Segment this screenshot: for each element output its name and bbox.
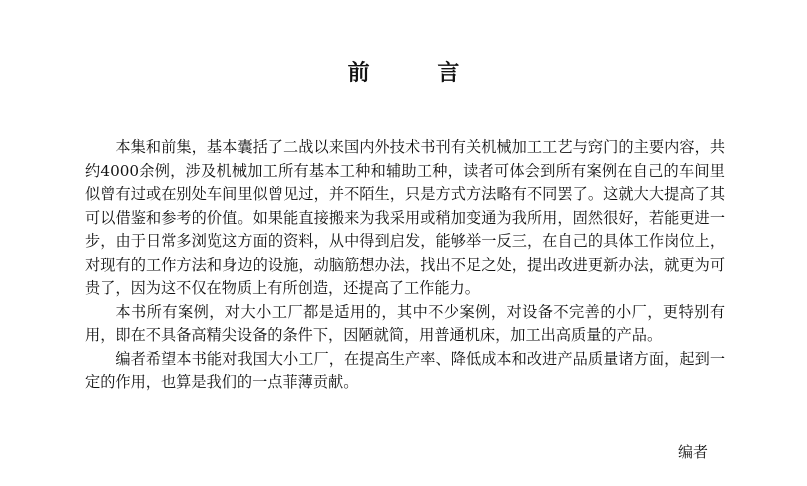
preface-body — [85, 136, 725, 395]
paragraph-1: 本集和前集，基本囊括了二战以来国内外技术书刊有关机械加工工艺与窍门的主要内容，共约4000余例，涉及机械加工所有基本工种和辅助工种，读者可体会到所有案例在自己的车间里似曾有过或在别处车间里似曾见过，并不陌生，只是方式方法略有不同罢了。这就大大提高了其可以借鉴和参考的价值。如果能直接搬来为我采用或稍加变通为我所用，固然很好，若能更进一步，由于日常多浏览这方面的资料，从中得到启发，能够举一反三，在自己的具体工作岗位上，对现有的工作方法和身边的设施，动脑筋想办法，找出不足之处，提出改进更新办法，就更为可贵了，因为这不仅在物质上有所创造，还提高了工作能力。 — [85, 138, 725, 297]
paragraph-3: 编者希望本书能对我国大小工厂，在提高生产率、降低成本和改进产品质量诸方面，起到一定的作用，也算是我们的一点菲薄贡献。 — [85, 349, 725, 391]
paragraph-2: 本书所有案例，对大小工厂都是适用的，其中不少案例，对设备不完善的小厂，更特别有用，即在不具备高精尖设备的条件下，因陋就简，用普通机床，加工出高质量的产品。 — [85, 302, 725, 344]
page-title: 前 言 — [347, 60, 490, 86]
signature: 编者 — [678, 443, 709, 461]
